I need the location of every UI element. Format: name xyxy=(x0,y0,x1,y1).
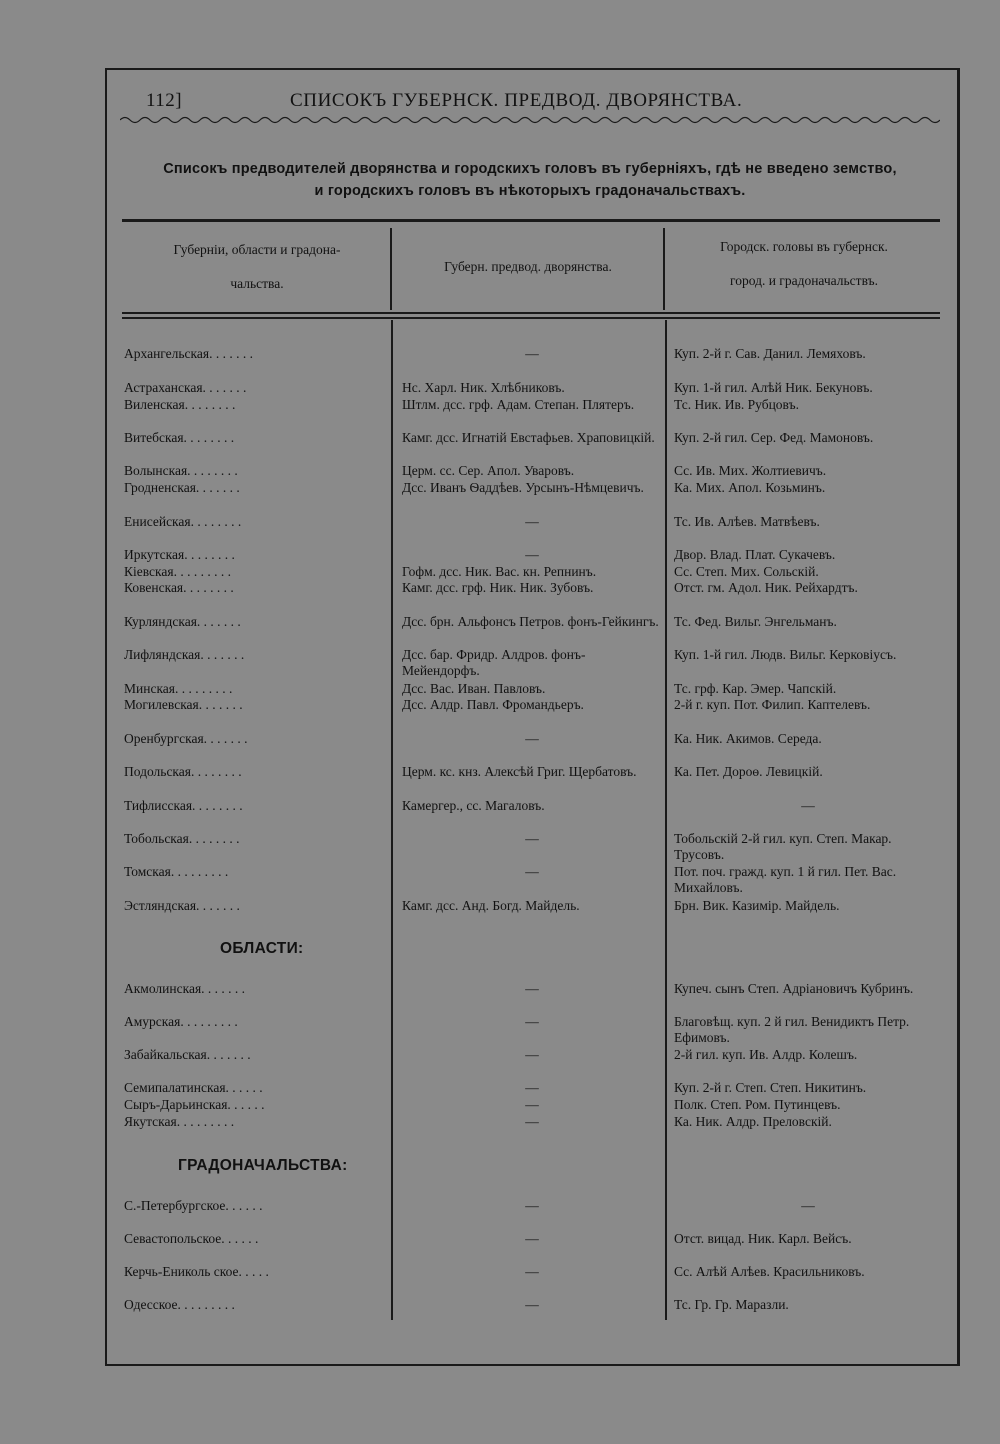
table-head-rule-1 xyxy=(122,312,940,314)
row-marshal: Камергер., сс. Магаловъ. xyxy=(402,798,545,813)
row-marshal: — xyxy=(525,1097,539,1112)
row-region: Могилевская. . . . . . . xyxy=(124,697,243,712)
row-region: Гродненская. . . . . . . xyxy=(124,480,240,495)
row-marshal: Камг. дсс. Анд. Богд. Майдель. xyxy=(402,898,580,913)
row-region: Курляндская. . . . . . . xyxy=(124,614,241,629)
col-header-marshals: Губерн. предвод. дворянства. xyxy=(444,259,612,274)
row-marshal: — xyxy=(525,346,539,361)
col-header-mayors-line-1: Городск. головы въ губернск. xyxy=(720,239,888,254)
row-marshal: Дсс. бар. Фридр. Алдров. фонъ-Мейендорфъ. xyxy=(402,647,586,678)
row-mayor: Тс. грф. Кар. Эмер. Чапскій. xyxy=(674,681,837,696)
row-mayor: Куп. 2-й гил. Сер. Фед. Мамоновъ. xyxy=(674,430,874,445)
row-marshal: — xyxy=(525,1114,539,1129)
row-mayor: Купеч. сынъ Степ. Адріановичъ Кубринъ. xyxy=(674,981,914,996)
intro-line-2: и городскихъ головъ въ нѣкоторыхъ градоначальствахъ. xyxy=(314,183,746,199)
intro-heading xyxy=(110,158,950,202)
col-divider-head-2 xyxy=(663,228,665,310)
col-divider-2 xyxy=(665,320,667,1320)
page-number: 112] xyxy=(146,90,183,111)
row-marshal: — xyxy=(525,514,539,529)
row-mayor: Куп. 1-й гил. Алѣй Ник. Бекуновъ. xyxy=(674,380,873,395)
row-region: Якутская. . . . . . . . . xyxy=(124,1114,235,1129)
row-marshal: — xyxy=(525,1080,539,1095)
row-region: Енисейская. . . . . . . . xyxy=(124,514,242,529)
row-marshal: — xyxy=(525,981,539,996)
row-region: Лифляндская. . . . . . . xyxy=(124,647,245,662)
row-region: Тифлисская. . . . . . . . xyxy=(124,798,243,813)
row-marshal: — xyxy=(525,1047,539,1062)
row-region: Сыръ-Дарьинская. . . . . . xyxy=(124,1097,265,1112)
section-regions: ОБЛАСТИ: xyxy=(220,940,304,957)
row-region: Подольская. . . . . . . . xyxy=(124,764,242,779)
row-marshal: Дсс. Алдр. Павл. Фромандьеръ. xyxy=(402,697,584,712)
row-mayor: Куп. 2-й г. Сав. Данил. Лемяховъ. xyxy=(674,346,866,361)
row-mayor: Полк. Степ. Ром. Путинцевъ. xyxy=(674,1097,841,1112)
row-mayor: Сс. Степ. Мих. Сольскій. xyxy=(674,564,819,579)
row-region: Керчь-Ениколь ское. . . . . xyxy=(124,1264,269,1279)
row-mayor: Тс. Гр. Гр. Маразли. xyxy=(674,1297,789,1312)
row-marshal: — xyxy=(525,864,539,879)
row-marshal: — xyxy=(525,1198,539,1213)
row-marshal: — xyxy=(525,831,539,846)
row-region: Амурская. . . . . . . . . xyxy=(124,1014,238,1029)
row-region: Томская. . . . . . . . . xyxy=(124,864,229,879)
row-mayor: Ка. Пет. Дороѳ. Левицкій. xyxy=(674,764,823,779)
intro-line-1: Списокъ предводителей дворянства и городскихъ головъ въ губерніяхъ, гдѣ не введено земство, xyxy=(163,161,897,177)
row-marshal: Гофм. дсс. Ник. Вас. кн. Репнинъ. xyxy=(402,564,597,579)
row-mayor: Отст. вицад. Ник. Карл. Вейсъ. xyxy=(674,1231,852,1246)
row-region: Одесское. . . . . . . . . xyxy=(124,1297,235,1312)
row-marshal: Нс. Харл. Ник. Хлѣбниковъ. xyxy=(402,380,565,395)
row-marshal: — xyxy=(525,1297,539,1312)
row-marshal: Камг. дсс. Игнатій Евстафьев. Храповицкій. xyxy=(402,430,655,445)
row-mayor: Тс. Ник. Ив. Рубцовъ. xyxy=(674,397,799,412)
row-mayor: 2-й гил. куп. Ив. Алдр. Колешъ. xyxy=(674,1047,858,1062)
row-mayor: Ка. Мих. Апол. Козьминъ. xyxy=(674,480,826,495)
row-marshal: Дсс. Иванъ Ѳаддѣев. Урсынъ-Нѣмцевичъ. xyxy=(402,480,644,495)
row-region: Забайкальская. . . . . . . xyxy=(124,1047,251,1062)
row-marshal: — xyxy=(525,1231,539,1246)
row-mayor: Тс. Ив. Алѣев. Матвѣевъ. xyxy=(674,514,820,529)
col-header-mayors xyxy=(668,237,940,291)
col-header-regions-line-1: Губерніи, области и градона- xyxy=(173,242,341,257)
row-region: Иркутская. . . . . . . . xyxy=(124,547,235,562)
row-mayor: 2-й г. куп. Пот. Филип. Каптелевъ. xyxy=(674,697,871,712)
row-marshal: Дсс. Вас. Иван. Павловъ. xyxy=(402,681,546,696)
row-marshal: Камг. дсс. грф. Ник. Ник. Зубовъ. xyxy=(402,580,594,595)
row-mayor: Куп. 2-й г. Степ. Степ. Никитинъ. xyxy=(674,1080,867,1095)
row-region: Минская. . . . . . . . . xyxy=(124,681,233,696)
row-mayor: Благовѣщ. куп. 2 й гил. Венидиктъ Петр. Ефимовъ. xyxy=(674,1014,910,1045)
row-mayor: — xyxy=(801,1198,815,1213)
row-region: Кіевская. . . . . . . . . xyxy=(124,564,231,579)
row-region: Витебская. . . . . . . . xyxy=(124,430,235,445)
row-marshal: — xyxy=(525,1264,539,1279)
row-region: Семипалатинская. . . . . . xyxy=(124,1080,263,1095)
running-title: СПИСОКЪ ГУБЕРНСК. ПРЕДВОД. ДВОРЯНСТВА. xyxy=(290,90,743,111)
row-region: С.-Петербургское. . . . . . xyxy=(124,1198,263,1213)
section-governorships: ГРАДОНАЧАЛЬСТВА: xyxy=(178,1157,348,1174)
row-marshal: — xyxy=(525,1014,539,1029)
row-mayor: Тс. Фед. Вильг. Энгельманъ. xyxy=(674,614,837,629)
row-mayor: — xyxy=(801,798,815,813)
table-head-rule-2 xyxy=(122,317,940,319)
row-mayor: Ка. Ник. Акимов. Середа. xyxy=(674,731,822,746)
row-mayor: Сс. Алѣй Алѣев. Красильниковъ. xyxy=(674,1264,865,1279)
row-marshal: Штлм. дсс. грф. Адам. Степан. Плятеръ. xyxy=(402,397,635,412)
row-region: Акмолинская. . . . . . . xyxy=(124,981,246,996)
row-marshal: — xyxy=(525,547,539,562)
wavy-rule xyxy=(120,114,940,126)
row-mayor: Тобольскій 2-й гил. куп. Степ. Макар. Трусовъ. xyxy=(674,831,892,862)
row-mayor: Брн. Вик. Казимір. Майдель. xyxy=(674,898,840,913)
row-region: Волынская. . . . . . . . xyxy=(124,463,238,478)
row-marshal: Церм. кс. кнз. Алексѣй Григ. Щербатовъ. xyxy=(402,764,637,779)
row-region: Астраханская. . . . . . . xyxy=(124,380,247,395)
col-divider-head-1 xyxy=(390,228,392,310)
row-mayor: Пот. поч. гражд. куп. 1 й гил. Пет. Вас. Михайловъ. xyxy=(674,864,897,895)
col-header-mayors-line-2: город. и градоначальствъ. xyxy=(730,273,878,288)
row-marshal: Церм. сс. Сер. Апол. Уваровъ. xyxy=(402,463,575,478)
row-mayor: Сс. Ив. Мих. Жолтиевичъ. xyxy=(674,463,827,478)
row-marshal: Дсс. брн. Альфонсъ Петров. фонъ-Гейкингъ. xyxy=(402,614,659,629)
row-mayor: Отст. гм. Адол. Ник. Рейхардтъ. xyxy=(674,580,858,595)
row-region: Эстляндская. . . . . . . xyxy=(124,898,240,913)
row-region: Тобольская. . . . . . . . xyxy=(124,831,240,846)
col-header-regions xyxy=(126,240,388,294)
row-mayor: Ка. Ник. Алдр. Преловскій. xyxy=(674,1114,832,1129)
row-mayor: Куп. 1-й гил. Людв. Вильг. Керковіусъ. xyxy=(674,647,897,662)
table-top-rule xyxy=(122,219,940,222)
row-region: Виленская. . . . . . . . xyxy=(124,397,236,412)
row-region: Архангельская. . . . . . . xyxy=(124,346,253,361)
row-region: Ковенская. . . . . . . . xyxy=(124,580,234,595)
col-header-regions-line-2: чальства. xyxy=(230,276,284,291)
row-marshal: — xyxy=(525,731,539,746)
col-divider-1 xyxy=(391,320,393,1320)
row-mayor: Двор. Влад. Плат. Сукачевъ. xyxy=(674,547,836,562)
running-header xyxy=(118,90,958,114)
row-region: Оренбургская. . . . . . . xyxy=(124,731,248,746)
row-region: Севастопольское. . . . . . xyxy=(124,1231,259,1246)
